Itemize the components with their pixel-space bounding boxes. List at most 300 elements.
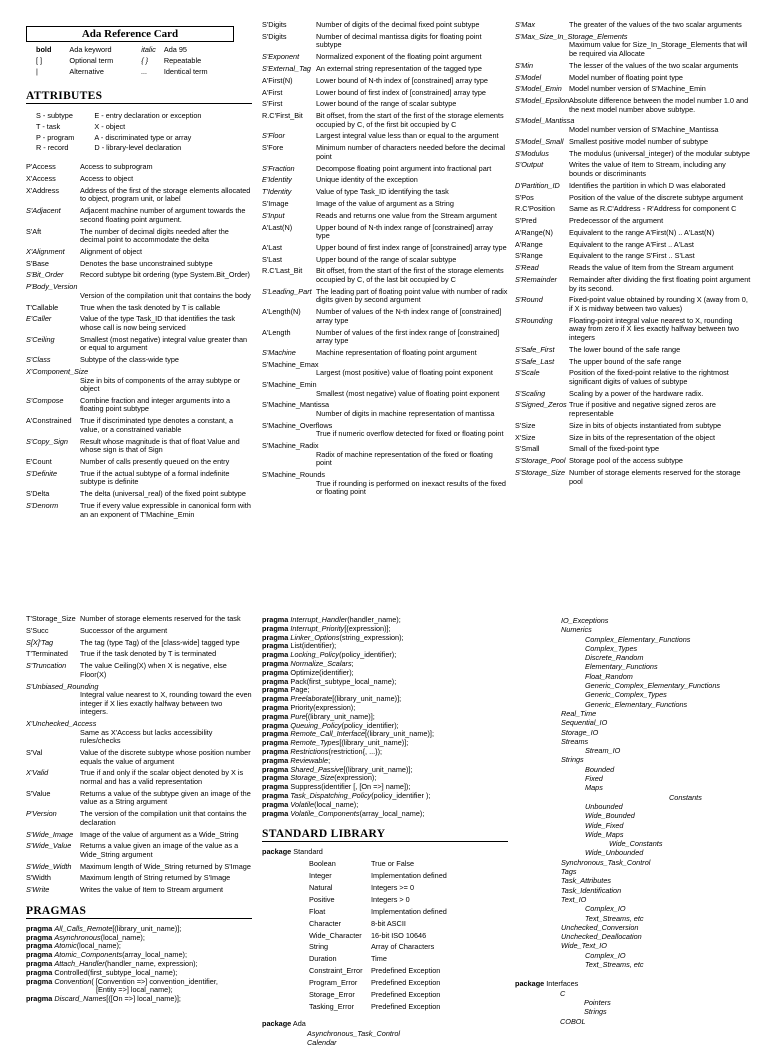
attribute-name: S'Definite xyxy=(26,468,58,478)
attribute-name: S'Unbiased_Rounding xyxy=(26,681,99,691)
pragma-keyword: pragma xyxy=(262,632,289,642)
attribute-entry xyxy=(26,662,252,679)
pragma-args: Optimize(identifier); xyxy=(290,667,354,677)
standard-row xyxy=(309,942,447,952)
standard-desc: Predefined Exception xyxy=(371,990,441,1000)
attribute-entry xyxy=(262,256,508,265)
standard-row xyxy=(309,931,447,941)
attribute-description: True if numeric overflow detected for fixed or floating point xyxy=(316,429,504,439)
pragma-args: ; xyxy=(328,755,331,765)
standard-type: Character xyxy=(309,918,342,928)
ada-child-package: Calendar xyxy=(307,1038,337,1047)
pragmas-list-1 xyxy=(26,925,252,1004)
standard-row xyxy=(309,1002,447,1012)
attribute-entry xyxy=(515,241,751,250)
pragma-keyword: pragma xyxy=(262,623,289,633)
attribute-entry xyxy=(515,457,751,466)
pragma-name: Normalize_Scalars xyxy=(290,658,352,668)
attribute-entry xyxy=(26,810,252,827)
attribute-description: Writes the value of Item to Stream argument xyxy=(80,885,224,895)
standard-desc: Predefined Exception xyxy=(371,966,441,976)
standard-type: Constraint_Error xyxy=(309,966,363,976)
pragma-keyword: pragma xyxy=(262,799,289,809)
attribute-entry xyxy=(515,182,751,191)
attribute-entry xyxy=(262,53,508,62)
library-tree xyxy=(561,616,761,969)
attribute-description: Bit offset, from the start of the first of the storage elements occupied by C, of the first bit occupied by C xyxy=(316,111,504,129)
library-package: Stream_IO xyxy=(585,746,621,756)
attribute-description: Model number version of S'Machine_Mantissa xyxy=(569,125,719,135)
pragma-keyword: pragma xyxy=(262,729,289,739)
pragma-keyword: pragma xyxy=(26,976,53,986)
attribute-description: Remainder after dividing the first floating point argument by its second. xyxy=(569,275,751,293)
subtype-row xyxy=(36,123,219,132)
attribute-description: Upper bound of the range of scalar subtype xyxy=(316,254,457,264)
standard-row xyxy=(309,883,447,893)
pragma-args: (local_name); xyxy=(76,941,121,951)
pragma-args: (array_local_name); xyxy=(359,808,425,818)
attribute-name: S'Output xyxy=(515,160,544,170)
attribute-name: R.C'First_Bit xyxy=(262,111,303,121)
attribute-name: S'Write xyxy=(26,885,50,895)
pragma-keyword: pragma xyxy=(262,650,289,660)
attribute-entry xyxy=(26,397,252,414)
attribute-name: P'Body_Version xyxy=(26,282,78,292)
attribute-name: S'Safe_Last xyxy=(515,356,555,366)
attribute-description: Equivalent to the range A'First .. A'Last xyxy=(569,239,694,249)
attribute-description: Value of the discrete subtype whose position number equals the value of argument xyxy=(80,748,251,766)
column-1 xyxy=(26,84,252,522)
pragma-name: Storage_Size xyxy=(290,773,335,783)
pragma-args: [(library_unit_name)]; xyxy=(339,738,409,748)
attribute-name: S'Last xyxy=(262,254,283,264)
attribute-description: Subtype of the class-wide type xyxy=(80,355,179,365)
attribute-entry xyxy=(262,288,508,305)
attribute-description: Small of the fixed-point type xyxy=(569,444,660,454)
library-package: Float_Random xyxy=(585,671,633,681)
library-package: Elementary_Functions xyxy=(585,662,658,672)
attribute-description: The lower bound of the safe range xyxy=(569,344,681,354)
attribute-entry xyxy=(26,175,252,184)
pragma-name: Asynchronous xyxy=(54,932,101,942)
attribute-name: S'Ceiling xyxy=(26,334,55,344)
attribute-entry xyxy=(262,89,508,98)
attribute-entry xyxy=(515,205,751,214)
attribute-name: S'Digits xyxy=(262,20,287,29)
attribute-name: S'Model_Emin xyxy=(515,84,562,94)
attribute-entry xyxy=(26,368,252,394)
standard-row xyxy=(309,919,447,929)
attribute-entry xyxy=(26,886,252,895)
subtype-key xyxy=(34,110,221,155)
attribute-description: Machine representation of floating point argument xyxy=(316,347,477,357)
library-package: Storage_IO xyxy=(561,727,599,737)
column-3-bottom xyxy=(561,616,761,969)
pragma-keyword: pragma xyxy=(262,685,289,695)
attribute-name: S'Machine_Radix xyxy=(262,441,319,451)
attribute-name: E'Caller xyxy=(26,314,52,324)
standard-row xyxy=(309,907,447,917)
attribute-description: Size in bits of objects instantiated from subtype xyxy=(569,420,722,430)
library-package: Fixed xyxy=(585,774,603,784)
attribute-name: X'Unchecked_Access xyxy=(26,719,97,729)
pragma-name: Linker_Options xyxy=(290,632,340,642)
pragmas-list-2 xyxy=(262,616,508,818)
pragma-name: Locking_Policy xyxy=(290,650,340,660)
library-package: Numerics xyxy=(561,625,592,635)
pragma-args: ; xyxy=(351,658,354,668)
attribute-name: S'Value xyxy=(26,788,51,798)
attribute-name: E'Identity xyxy=(262,175,292,185)
attribute-description: True if the actual subtype of a formal indefinite subtype is definite xyxy=(80,468,230,487)
attribute-name: S'Adjacent xyxy=(26,206,61,216)
attribute-name: S'Pos xyxy=(515,192,534,202)
column-1-bottom xyxy=(26,615,252,1004)
attribute-name: S'Exponent xyxy=(262,52,300,62)
standard-row xyxy=(309,859,447,869)
attribute-name: S'Input xyxy=(262,210,285,220)
attribute-name: S'Succ xyxy=(26,625,49,635)
pragma-args: (array_local_name); xyxy=(122,950,188,960)
pragma-name: Interrupt_Priority xyxy=(290,623,345,633)
standard-type: Duration xyxy=(309,954,337,964)
package-standard-line: package Standard xyxy=(262,847,323,857)
standard-type: Positive xyxy=(309,894,335,904)
attribute-name: S'Wide_Image xyxy=(26,829,74,839)
attribute-description: True if rounding is performed on inexact results of the fixed or floating point xyxy=(316,478,506,497)
library-package: Wide_Maps xyxy=(585,829,624,839)
pragma-name: Volatile xyxy=(290,799,315,809)
attribute-name: S'Storage_Size xyxy=(515,467,566,477)
standard-desc: True or False xyxy=(371,859,415,869)
pragma-keyword: pragma xyxy=(262,694,289,704)
pragma-name: Volatile_Components xyxy=(290,808,360,818)
attribute-entry xyxy=(515,161,751,178)
library-package: Wide_Unbounded xyxy=(585,848,644,858)
legend-cell: Ada keyword xyxy=(69,45,112,54)
attribute-name: S'Digits xyxy=(262,31,287,41)
card-title: Ada Reference Card xyxy=(26,26,234,42)
attribute-name: S'Wide_Value xyxy=(26,841,72,851)
attribute-description: Lower bound of first index of [constrained] array type xyxy=(316,87,486,97)
attribute-name: S'Class xyxy=(26,355,51,365)
attribute-entry xyxy=(26,207,252,224)
attribute-description: Maximum value for Size_In_Storage_Elements that will be required via Allocate xyxy=(569,40,748,58)
attribute-entry xyxy=(26,228,252,245)
attribute-description: Position of the value of the discrete subtype argument xyxy=(569,192,744,202)
pragma-keyword: pragma xyxy=(262,755,289,765)
pragma-args: [(library_unit_name)]; xyxy=(343,764,413,774)
legend-cell: bold xyxy=(36,45,52,54)
attribute-entry xyxy=(262,100,508,109)
attribute-description: The tag (type Tag) of the [class-wide] tagged type xyxy=(80,637,240,647)
attribute-description: The leading part of floating point value with number of radix digits given by second argument xyxy=(316,286,508,305)
attribute-entry xyxy=(515,346,751,355)
attribute-entry xyxy=(262,471,508,497)
legend-cell: Alternative xyxy=(69,66,104,76)
library-package: Wide_Bounded xyxy=(585,811,635,821)
legend-row xyxy=(36,68,214,77)
attribute-description: Value of type Task_ID identifying the task xyxy=(316,187,449,197)
attribute-description: Image of the value of argument as a String xyxy=(316,198,454,208)
standard-type: Storage_Error xyxy=(309,990,355,1000)
pragma-keyword: pragma xyxy=(262,615,289,624)
pragma-name: Attach_Handler xyxy=(54,959,105,969)
attribute-name: S'Modulus xyxy=(515,148,549,158)
attribute-entry xyxy=(515,33,751,59)
attribute-entry xyxy=(262,112,508,129)
attribute-description: Image of the value of argument as a Wide_String xyxy=(80,829,239,839)
attribute-entry xyxy=(26,187,252,204)
attribute-description: The number of decimal digits needed after the decimal point to accommodate the delta xyxy=(80,226,229,245)
attribute-name: A'First(N) xyxy=(262,75,293,85)
standard-desc: 16-bit ISO 10646 xyxy=(371,930,427,940)
attribute-name: P'Access xyxy=(26,162,56,172)
attribute-name: A'First xyxy=(262,87,283,97)
library-package: Unchecked_Conversion xyxy=(561,922,639,932)
attribute-entry xyxy=(26,260,252,269)
attribute-entry xyxy=(26,502,252,519)
attribute-entry xyxy=(26,283,252,300)
pragma-name: Queuing_Policy xyxy=(290,720,342,730)
attribute-name: A'Last xyxy=(262,242,283,252)
library-package: Generic_Complex_Types xyxy=(585,690,667,700)
attribute-entry xyxy=(262,224,508,241)
attribute-entry xyxy=(515,74,751,83)
attribute-name: S'Val xyxy=(26,748,43,758)
pragma-args: [Entity =>] local_name); xyxy=(96,985,173,995)
attribute-name: S'Size xyxy=(515,420,536,430)
attribute-name: S'Denorm xyxy=(26,500,59,510)
library-package: Generic_Elementary_Functions xyxy=(585,699,688,709)
attribute-description: Size in bits of components of the array subtype or object xyxy=(80,375,241,394)
attribute-name: T'Terminated xyxy=(26,649,68,659)
attribute-name: S'Machine_Emax xyxy=(262,359,319,369)
attribute-description: Writes the value of Item to Stream, including any bounds or discriminants xyxy=(569,160,726,178)
interface-package: COBOL xyxy=(560,1016,586,1026)
library-package: Streams xyxy=(561,736,589,746)
attribute-description: Alignment of object xyxy=(80,246,143,256)
attribute-description: Bit offset, from the start of the first of the storage elements occupied by C, of the last bit occupied by C xyxy=(316,266,504,285)
attribute-name: S'Scale xyxy=(515,368,540,378)
attributes-list-1 xyxy=(26,163,252,519)
attribute-description: Model number of floating point type xyxy=(569,72,683,82)
attribute-entry xyxy=(26,650,252,659)
pragma-name: Shared_Passive xyxy=(290,764,344,774)
attribute-description: The greater of the values of the two scalar arguments xyxy=(569,20,742,29)
library-package: Complex_Types xyxy=(585,643,638,653)
subtype-cell: R - record xyxy=(36,143,69,153)
attribute-entry xyxy=(26,627,252,636)
pragma-keyword: pragma xyxy=(262,773,289,783)
pragma-line xyxy=(262,810,508,819)
attribute-name: S'Remainder xyxy=(515,275,557,285)
attribute-entry xyxy=(26,163,252,172)
attribute-name: S'Machine xyxy=(262,347,296,357)
pragma-name: Atomic xyxy=(54,941,77,951)
subtype-cell: P - program xyxy=(36,132,75,142)
attribute-entry xyxy=(262,33,508,50)
standard-desc: Array of Characters xyxy=(371,942,435,952)
pragma-keyword: pragma xyxy=(262,746,289,756)
library-package: Synchronous_Task_Control xyxy=(561,857,651,867)
pragma-keyword: pragma xyxy=(26,923,53,933)
pragma-name: Discard_Names xyxy=(54,994,107,1004)
ada-child-package: Asynchronous_Task_Control xyxy=(307,1028,401,1038)
attribute-name: S'Model xyxy=(515,72,542,82)
attribute-description: Upper bound of N-th index range of [constrained] array type xyxy=(316,222,493,241)
attribute-entry xyxy=(26,842,252,859)
attribute-name: S'Rounding xyxy=(515,315,553,325)
subtype-row xyxy=(36,112,219,121)
attribute-entry xyxy=(515,62,751,71)
attribute-name: S'Aft xyxy=(26,226,42,236)
pragmas-heading: PRAGMAS xyxy=(26,905,252,919)
library-package: Sequential_IO xyxy=(561,718,608,728)
attribute-entry xyxy=(26,271,252,280)
attribute-description: Access to object xyxy=(80,173,134,183)
library-package: IO_Exceptions xyxy=(561,616,609,625)
attribute-name: S'First xyxy=(262,99,283,109)
attribute-name: S'Floor xyxy=(262,131,285,141)
attribute-entry xyxy=(26,304,252,313)
attribute-description: True when the task denoted by T is callable xyxy=(80,302,221,312)
attribute-description: Number of calls presently queued on the entry xyxy=(80,457,230,466)
pragma-keyword: pragma xyxy=(262,711,289,721)
pragma-keyword: pragma xyxy=(262,782,289,792)
pragma-name: Restrictions xyxy=(290,746,329,756)
attribute-entry xyxy=(262,188,508,197)
attribute-description: Equivalent to the range S'First .. S'Last xyxy=(569,251,695,261)
attribute-description: Minimum number of characters needed before the decimal point xyxy=(316,143,506,161)
attribute-description: Largest integral value less than or equal to the argument xyxy=(316,131,499,141)
pragma-args: (expression); xyxy=(334,773,377,783)
attribute-entry xyxy=(515,390,751,399)
attribute-entry xyxy=(515,276,751,293)
library-package: Wide_Text_IO xyxy=(561,941,607,951)
standard-row xyxy=(309,871,447,881)
attribute-entry xyxy=(262,381,508,398)
pragma-keyword: pragma xyxy=(26,994,53,1004)
attribute-description: Number of digits in machine representation of mantissa xyxy=(316,409,495,419)
attribute-entry xyxy=(515,401,751,418)
attribute-entry xyxy=(515,229,751,238)
pragma-keyword: pragma xyxy=(26,950,53,960)
attribute-name: S'Bit_Order xyxy=(26,270,64,280)
attribute-description: Number of values of the N-th index range of [constrained] array type xyxy=(316,307,502,325)
attribute-entry xyxy=(515,434,751,443)
attribute-name: X'Alignment xyxy=(26,246,65,256)
library-package: Tags xyxy=(561,867,577,877)
attribute-entry xyxy=(262,329,508,346)
attributes-list-4 xyxy=(26,615,252,895)
attribute-entry xyxy=(262,212,508,221)
attribute-name: S'Machine_Overflows xyxy=(262,420,333,430)
standard-row xyxy=(309,990,447,1000)
pragma-args: [([On =>] local_name)]; xyxy=(106,994,181,1004)
attribute-description: Denotes the base unconstrained subtype xyxy=(80,258,213,268)
attribute-entry xyxy=(26,720,252,746)
attribute-name: P'Version xyxy=(26,809,57,819)
pragma-keyword: pragma xyxy=(26,959,53,969)
attribute-name: X'Component_Size xyxy=(26,366,89,376)
attribute-description: Scaling by a power of the hardware radix. xyxy=(569,388,704,398)
pragma-args: Controlled(first_subtype_local_name); xyxy=(54,967,178,977)
attribute-entry xyxy=(262,21,508,30)
library-package: Task_Identification xyxy=(561,885,622,895)
attribute-entry xyxy=(515,194,751,203)
attribute-entry xyxy=(515,97,751,114)
attribute-description: Version of the compilation unit that contains the body xyxy=(80,290,251,300)
attribute-name: A'Range(N) xyxy=(515,227,553,237)
standard-type: Program_Error xyxy=(309,978,358,988)
attribute-entry xyxy=(26,336,252,353)
attribute-description: Equivalent to the range A'First(N) .. A'Last(N) xyxy=(569,227,715,237)
attribute-entry xyxy=(515,21,751,30)
attribute-name: S'Copy_Sign xyxy=(26,436,68,446)
attribute-name: S'Machine_Emin xyxy=(262,380,317,390)
attribute-name: S'Read xyxy=(515,263,539,273)
legend-cell: { } xyxy=(141,55,149,65)
attribute-name: S'Range xyxy=(515,251,543,261)
pragma-keyword: pragma xyxy=(262,641,289,651)
attribute-entry xyxy=(26,458,252,467)
attribute-entry xyxy=(262,176,508,185)
attribute-name: S'Machine_Rounds xyxy=(262,470,326,480)
attribute-entry xyxy=(515,469,751,486)
attribute-entry xyxy=(515,296,751,313)
pragma-line xyxy=(26,995,252,1004)
attribute-name: S'Fraction xyxy=(262,163,295,173)
attribute-description: Predecessor of the argument xyxy=(569,216,664,226)
attribute-name: S'Max_Size_In_Storage_Elements xyxy=(515,31,628,41)
attribute-entry xyxy=(262,65,508,74)
attribute-entry xyxy=(262,267,508,284)
attribute-name: E'Count xyxy=(26,457,52,466)
pragma-args: Priority(expression); xyxy=(290,702,356,712)
attribute-name: S'Leading_Part xyxy=(262,286,312,296)
standard-types-table xyxy=(307,857,449,1014)
column-2 xyxy=(262,21,508,500)
attribute-name: R.C'Position xyxy=(515,204,555,214)
attribute-description: Smallest (most negative) integral value greater than or equal to argument xyxy=(80,334,248,353)
standard-type: Wide_Character xyxy=(309,930,362,940)
pragma-args: [(expression)]; xyxy=(344,623,391,633)
pragma-args: (policy_identifier); xyxy=(341,720,399,730)
pragma-name: Remote_Call_Interface xyxy=(290,729,366,739)
attribute-name: S'Scaling xyxy=(515,388,546,398)
interfaces-tree xyxy=(560,989,755,1026)
attribute-name: S'Machine_Mantissa xyxy=(262,400,330,410)
attribute-name: S'Delta xyxy=(26,489,50,499)
standard-type: Boolean xyxy=(309,859,336,869)
attribute-description: Returns a value of the subtype given an image of the value as a String argument xyxy=(80,788,251,807)
subtype-cell: E - entry declaration or exception xyxy=(94,111,202,120)
attribute-description: Radix of machine representation of the fixed or floating point xyxy=(316,449,493,468)
attribute-entry xyxy=(26,831,252,840)
attribute-entry xyxy=(262,349,508,358)
attribute-entry xyxy=(515,445,751,454)
library-package: Task_Attributes xyxy=(561,876,612,886)
column-3 xyxy=(515,21,751,489)
subtype-cell: D - library-level declaration xyxy=(94,143,182,153)
pragma-name: All_Calls_Remote xyxy=(54,923,113,933)
attribute-description: Unique identity of the exception xyxy=(316,175,418,185)
attribute-entry xyxy=(26,874,252,883)
attribute-name: T'Identity xyxy=(262,187,292,197)
library-package: Strings xyxy=(561,755,584,765)
subtype-cell: X - object xyxy=(94,121,126,131)
